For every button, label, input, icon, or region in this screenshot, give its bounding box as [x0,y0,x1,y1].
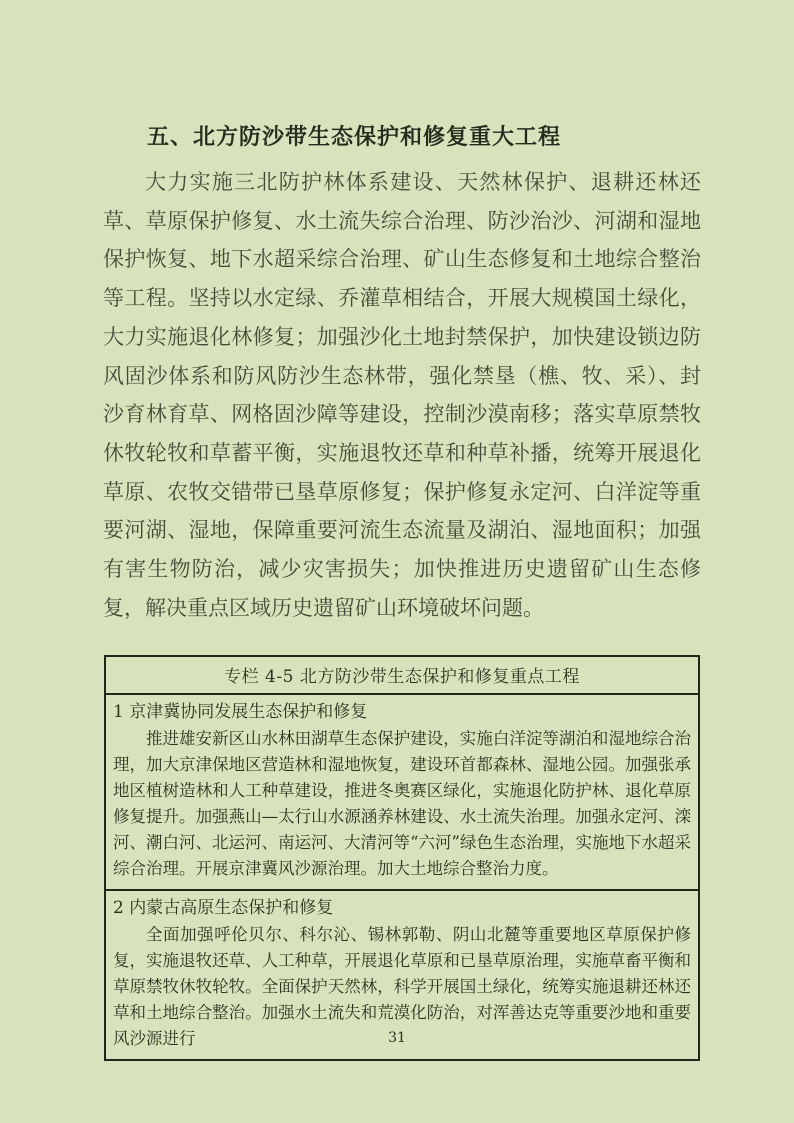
section-heading: 五、北方防沙带生态保护和修复重大工程 [147,125,562,150]
highlight-box [104,655,700,1061]
highlight-box-title: 专栏 4-5 北方防沙带生态保护和修复重点工程 [106,657,698,695]
box-item-jingjinji-body: 推进雄安新区山水林田湖草生态保护建设，实施白洋淀等湖泊和湿地综合治理，加大京津保地区营造林和湿地恢复，建设环首都森林、湿地公园。加强张承地区植树造林和人工种草建设，推进冬奥赛区绿化，实施退化防护林、退化草原修复提升。加强燕山—太行山水源涵养林建设、水土流失治理。加强永定河、滦河、潮白河、北运河、南运河、大清河等“六河”绿色生态治理，实施地下水超采综合治理。开展京津冀风沙源治理。加大土地综合整治力度。 [113,729,691,878]
box-item-neimenggu-body: 全面加强呼伦贝尔、科尔沁、锡林郭勒、阴山北麓等重要地区草原保护修复，实施退牧还草、人工种草，开展退化草原和已垦草原治理，实施草畜平衡和草原禁牧休牧轮牧。全面保护天然林，科学开展国土绿化，统筹实施退耕还林还草和土地综合整治。加强水土流失和荒漠化防治，对浑善达克等重要沙地和重要风沙源进行 [113,925,691,1048]
section-paragraph: 大力实施三北防护林体系建设、天然林保护、退耕还林还草、草原保护修复、水土流失综合治理、防沙治沙、河湖和湿地保护恢复、地下水超采综合治理、矿山生态修复和土地综合整治等工程。坚持以水定绿、乔灌草相结合，开展大规模国土绿化，大力实施退化林修复；加强沙化土地封禁保护，加快建设锁边防风固沙体系和防风防沙生态林带，强化禁垦（樵、牧、采）、封沙育林育草、网格固沙障等建设，控制沙漠南移；落实草原禁牧休牧轮牧和草蓄平衡，实施退牧还草和种草补播，统筹开展退化草原、农牧交错带已垦草原修复；保护修复永定河、白洋淀等重要河湖、湿地，保障重要河流生态流量及湖泊、湿地面积；加强有害生物防治，减少灾害损失；加快推进历史遗留矿山生态修复，解决重点区域历史遗留矿山环境破坏问题。 [103,170,701,620]
page-number: 31 [388,1030,406,1046]
box-item-jingjinji-heading: 1 京津冀协同发展生态保护和修复 [113,702,368,722]
box-item-neimenggu-heading: 2 内蒙古高原生态保护和修复 [113,898,334,918]
box-item-jingjinji [106,695,698,889]
